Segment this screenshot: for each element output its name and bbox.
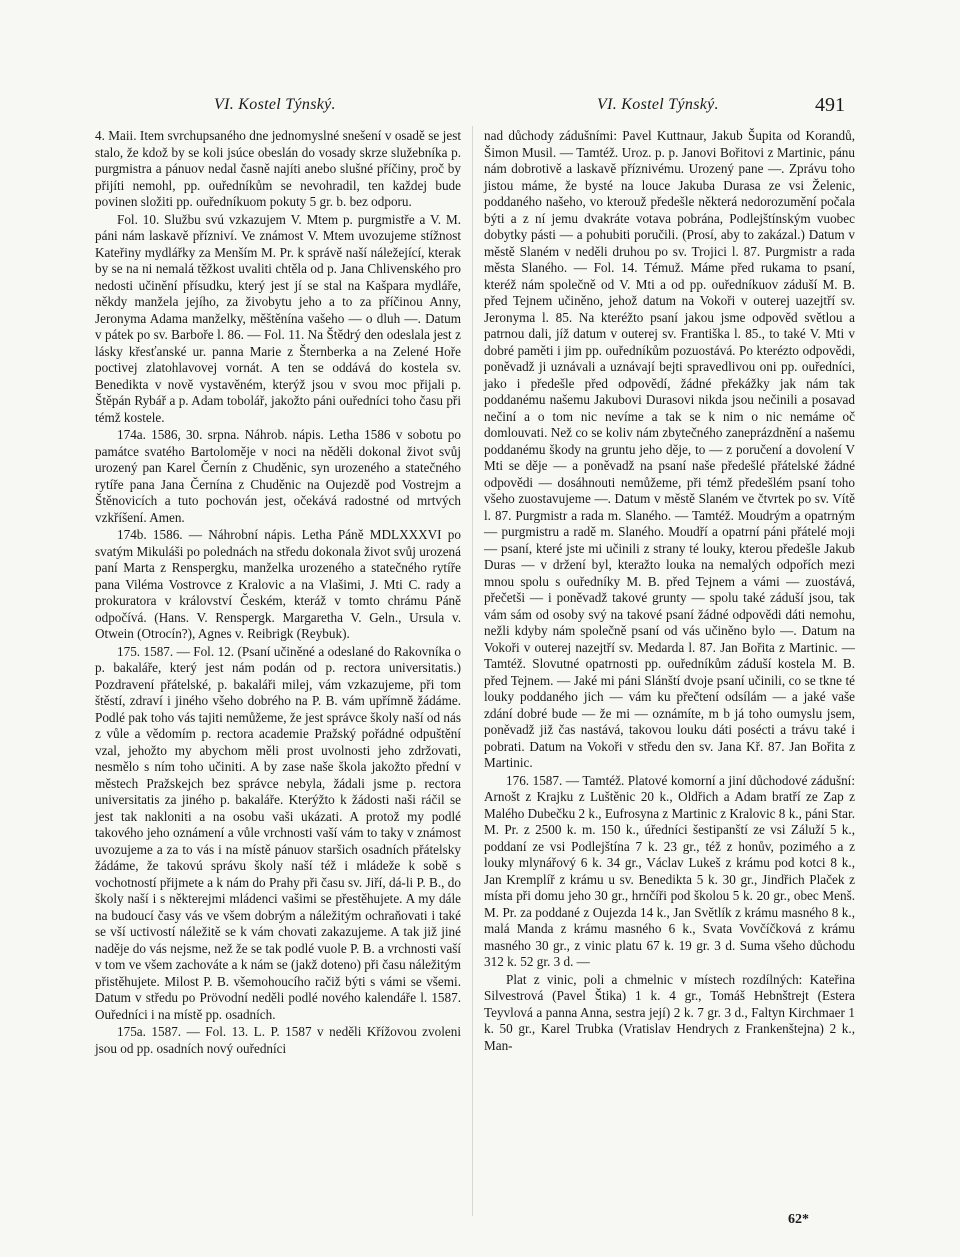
paragraph: 175. 1587. — Fol. 12. (Psaní učiněné a odeslané do Rakovníka o p. bakaláře, který jest nám podán od p. rectora universitatis.) Pozdravení přátelské, p. bakaláři milej, vám vzkazujeme, při tom štěstí, zdraví i jiného všeho dobrého na P. B. vám upřímně žádáme. Podlé pak toho vás tajiti nemůžeme, že jest správce školy naší od nás z vůle a vědomím p. rectora academie Pražský pořádné odpuštění vzal, jehožto my abychom měli prost uvolnosti jeho zdržovati, nesmělo s ním toho učiniti. A by zase naše škola jakožto přední v městech Pražskejch bez správce nebyla, žádali jsme p. rectora universitatis za jiného p. bakaláře. Kterýžto k žádosti naši ráčil se jest tak nakloniti a na osobu vaši ukázati. A protož my podlé takového jeho oznámení a vůle vrchnosti vaší vám to taky v známost uvozujeme a za to vás i na místě pánuov staršich osadních přátelsky žádáme, že takovú správu školy naší též i mládeže k sobě s vochotností přijmete a k nám do Prahy při času sv. Jiří, dá-li P. B., do školy naší i s některejmi mládenci vašimi se přestěhujete. A my dále na budoucí časy vás ve všem dobrým a náležitým ochraňovati i také se vší uctivostí náležitě se k vám chovati zakazujeme. A tak již jiné naděje do vás nejsme, než že se tak podlé vuole P. B. a vrchnosti vaší v tom ve všem zachováte a k nám se (jakž doteno) při času náležitým přistěhujete. Milost P. B. všemohoucího račiž býti s vámi se všemi. Datum v středu po Prövodní neděli podlé nového kalendáře l. 1587. Ouředníci i na místě pp. osadních.	[95, 643, 461, 1022]
signature-mark: 62*	[788, 1212, 809, 1227]
paragraph: 174a. 1586, 30. srpna. Náhrob. nápis. Letha 1586 v sobotu po památce svatého Bartoloměje v noci na něděli dokonal život svůj urozený pan Karel Černín z Chuděnic, syn urozeného a statečného rytíře pana Jana Černína z Chuděnic na Oujezdě pod Vostrejm a Štěnovicích a tuto pochován jest, očekává radostné od mrtvých vzkříšení. Amen.	[95, 427, 461, 525]
running-header-left: VI. Kostel Týnský.	[214, 96, 336, 113]
paragraph: 4. Maii. Item svrchupsaného dne jednomyslné snešení v osadě se jest stalo, že kdož by se koli jsúce obeslán do vosady skrze služebníka p. purgmistra a pánuov nedal časně najíti anebo slušné příčiny, proč by přijíti nemohl, pp. ouředníkům se nevohradil, ten každej bude povinen složiti pp. ouředníkuom pokuty 5 gr. b. bez odporu.	[95, 128, 461, 209]
right-column	[484, 128, 855, 1054]
paragraph: Fol. 10. Službu svú vzkazujem V. Mtem p. purgmistře a V. M. páni nám laskavě přízniví. Ve známost V. Mtem uvozujeme stížnost Kateřiny mydlářky za Menším M. Pr. k správě naší náležející, kterak by se na ni nemalá těžkost uvaliti chtěla od p. Jana Chlivenského pro nedosti učinění přísudku, který jest jí se stal na Kašpara mydláře, někdy manžela jejího, za živobytu jeho a to za příčinou Anny, Jeronyma Adama manželky, měštěnína vašeho — o dluh —. Datum v pátek po sv. Barboře l. 86. — Fol. 11. Na Štědrý den odeslala jest z lásky křesťanské ur. panna Marie z Šternberka a na Zelené Hoře poctivej zlatohlavovej vornát. A ten se oddává do kostela sv. Benedikta v nově vystavěném, kterýž jsou v svou moc přijali p. Štěpán Rybář a p. Adam tobolář, jakožto páni ouředníci toho času při témž kostele.	[95, 211, 461, 425]
page-number: 491	[815, 94, 845, 116]
paragraph: Plat z vinic, poli a chmelnic v místech rozdílných: Kateřina Silvestrová (Pavel Štika) 1 k. 4 gr., Tomáš Hebnštrejt (Estera Teyvlová a panna Anna, sestra její) 2 k. 7 gr. 3 d., Faltyn Kirchmaer 1 k. 50 gr., Karel Trubka (Vratislav Hendrych z Frankenštejna) 2 k., Man-	[484, 971, 855, 1053]
column-divider	[472, 126, 473, 1216]
paragraph: 175a. 1587. — Fol. 13. L. P. 1587 v neděli Křížovou zvoleni jsou od pp. osadních nový ouředníci	[95, 1024, 461, 1056]
running-header-right: VI. Kostel Týnský.	[597, 96, 719, 113]
paragraph: 176. 1587. — Tamtéž. Platové komorní a jiní důchodové zádušní: Arnošt z Krajku z Luštěnic 20 k., Oldřich a Adam bratří ze Zap z Malého Dubečku 2 k., Eufrosyna z Martinic z Kralovic 8 k., páni Star. M. Pr. z 2500 k. m. 150 k., úředníci šestipanští ze vsi Záluží 5 k., poddaní ze vsi Podlejštína 7 k. 23 gr., též z honův, pozimého a z louky mlynářový 6 k. 34 gr., Václav Lukeš z krámu pod kotci 8 k., Jan Kremplíř z krámu u sv. Benedikta 5 k. 30 gr., Jindřich Plaček z místa při domu jeho 30 gr., hrnčíři pod školou 5 k. 20 gr., obec Menš. M. Pr. za poddané z Oujezda 14 k., Jan Světlík z krámu masného 8 k., malá Manda z krámu masného 6 k., Svata Vovčíčková z krámu masného 30 gr., z vinic platu 67 k. 19 gr. 3 d. Suma všeho důchodu 312 k. 52 gr. 3 d. —	[484, 772, 855, 969]
paragraph: nad důchody zádušními: Pavel Kuttnaur, Jakub Šupita od Korandů, Šimon Musil. — Tamtéž. Uroz. p. p. Janovi Bořitovi z Martinic, pánu nám dobrotivě a laskavě příznivému. Urozený pane —. Zprávu toho jistou máme, že bysté na louce Jakuba Durasa ze vsi Želenic, poddaného našeho, vo kterouž předešle některá nedorozumění počala býti a z ní jemu dvakráte votava pobrána, Podlejštínským vuobec dobytky pásti — a pohubiti poručili. (Prosí, aby to zakázal.) Datum v městě Slaném v neděli druhou po sv. Trojici l. 87. Purgmistr a rada města Slaného. — Fol. 14. Témuž. Máme před rukama to psaní, kteréž nám společně od V. Mti a od pp. ouředníkuov záduší M. B. před Tejnem učiněno, jehož datum na Vokoři v outerej uazejtří sv. Jeronyma l. 85. Na kteréžto psaní jakou jsme odpověd světlou a patrnou dali, jíž datum v outerej sv. Františka l. 85., to také V. Mti v dobré paměti i jim pp. ouředníkům pozuostává. Po kterézto odpovědi, poněvadž ji uznávali a uznávají bejti spravedlivou oni pp. ouředníci, jako i předešle před odpovědí, žádné překážky jak nám tak poddanému našemu Jakubovi Durasovi nikda jsou nečinili a posavad nečiní a o tom nic nevíme a tak se k nim o nic nemáme oč domlouvati. Než co se koliv nám zbytečného zaneprázdnění a našemu poddanému škody na gruntu jeho děje, to — z poručení a dovolení V Mti se děje — a poněvadž na psaní naše předešlé přátelské žádné odpovědi — dosáhnouti nemůžeme, při témž předešlém psaní toho všeho zuostavujeme —. Datum v městě Slaném ve čtvrtek po sv. Vítě l. 87. Purgmistr a rada m. Slaného. — Tamtéž. Moudrým a opatrným — purgmistru a radě m. Slaného. Moudří a opatrní páni přátelé moji — psaní, které jste mi učinili z strany té louky, kterou předešle Jakub Duras — v držení byl, kteražto louka na nemalých odpořích mezi mnou spolu s ouředníky M. B. před Tejnem a vámi — zuostává, přečetši — i poněvadž takové grunty — spolu také záduší jsou, tak vám sám od osoby svý na takové psaní žádné odpovědi dáti nemohu, nežli kdyby nám společně psaní od vás učiněno bylo —. Datum na Vokoři v outerej nazejtří sv. Medarda l. 87. Jan Bořita z Martinic. — Tamtéž. Slovutné opatrnosti pp. ouředníkům záduší kostela M. B. před Tejnem. — Jaké mi páni Slánští dvoje psaní učinili, co se tkne té louky poddaného jich — vám ku přečtení odsílám — a jaké vaše zdání dobré bude — že mi — oznámíte, m b já toho oumyslu jsem, poněvadž již čas nastává, takovou louku dáti posécti a trávu také i pobrati. Datum na Vokoři v středu den sv. Jana Kř. 87. Jan Bořita z Martinic.	[484, 128, 855, 770]
left-column	[95, 128, 461, 1057]
paragraph: 174b. 1586. — Náhrobní nápis. Letha Páně MDLXXXVI po svatým Mikuláši po polednách na středu dokonala život svůj urozená paní Marta z Renspergku, manželka urozeného a statečného rytíře pana Viléma Vostrovce z Kralovic a na Vlašimi, J. Mti C. rady a prokuratora v království Českém, kteráž v tomto chrámu Páně odpočívá. (Hans. V. Renspergk. Margaretha V. Geln., Ursula v. Otwein (Otrocín?), Agnes v. Reibrigk (Reybuk).	[95, 527, 461, 641]
